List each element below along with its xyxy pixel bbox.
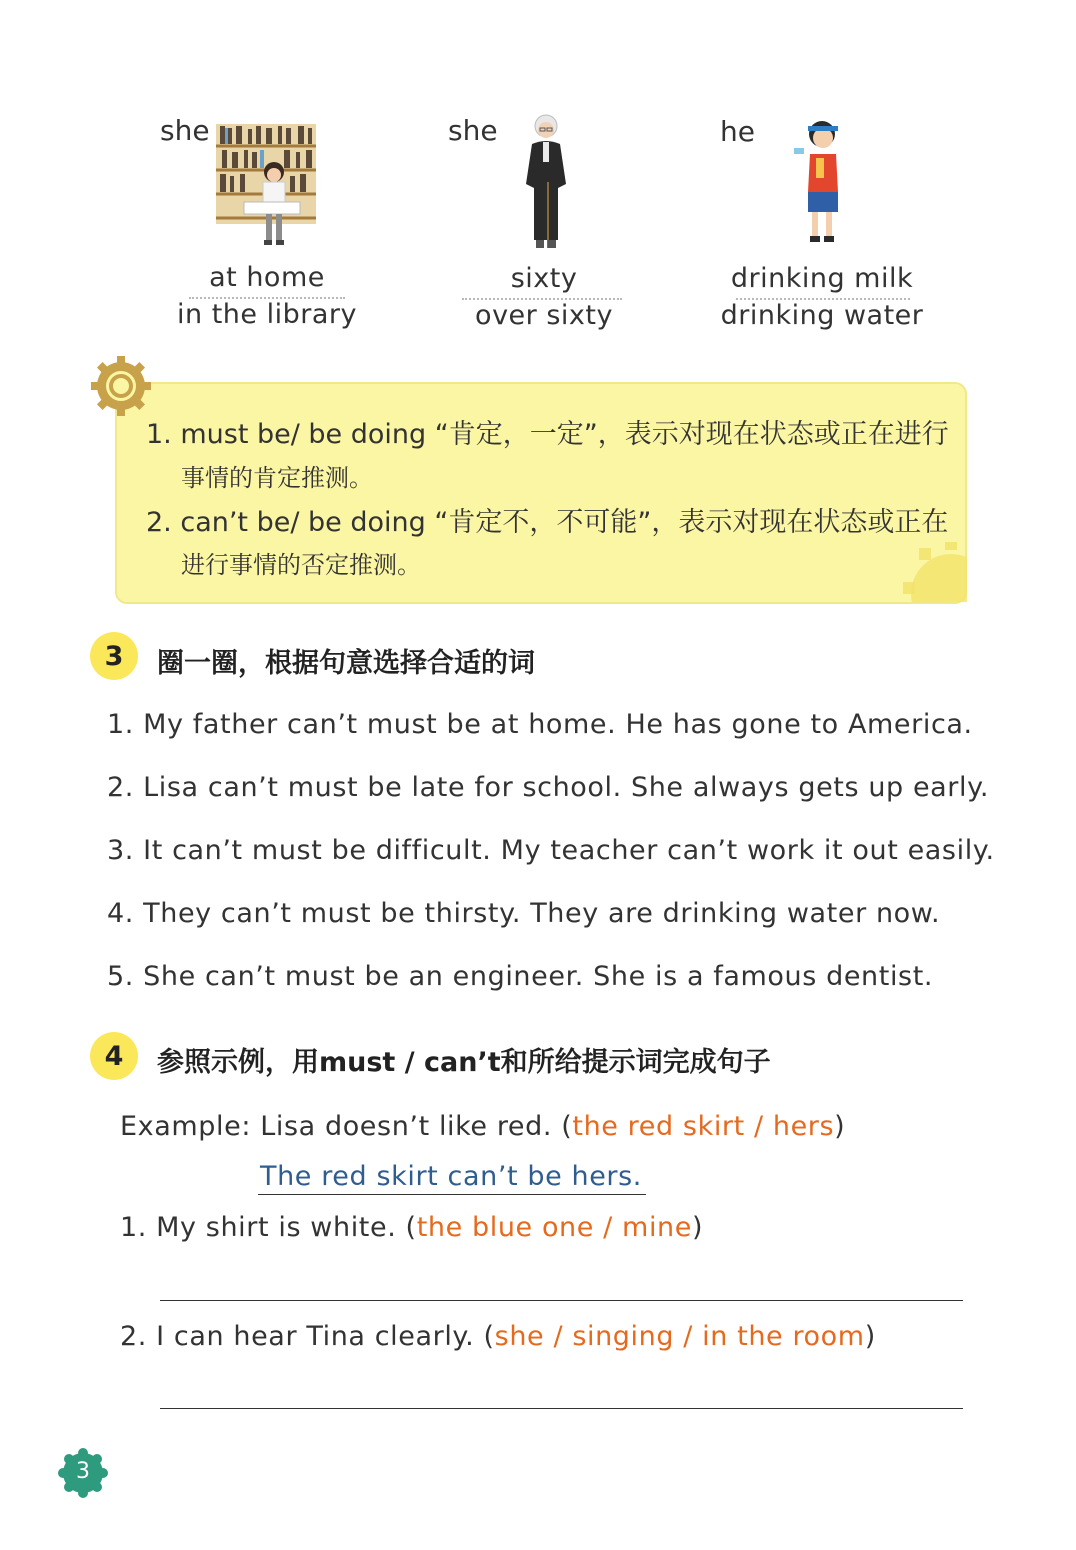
circle-question[interactable]: 3. It can’t must be difficult. My teacher can’t work it out easily. [107, 835, 995, 866]
answer-blank-line[interactable] [160, 1408, 963, 1409]
pronoun-label: she [160, 114, 210, 147]
girl-in-library-picture [214, 120, 318, 250]
exercise-item [120, 1212, 703, 1243]
example-prompt: Example: Lisa doesn’t like red. ( [120, 1111, 573, 1142]
section-number-badge: 3 [90, 632, 138, 680]
boy-drinking-picture [790, 114, 852, 250]
pronoun-label: she [448, 114, 498, 147]
example-sentence [120, 1111, 845, 1142]
gear-decoration-icon [889, 542, 967, 602]
closing-paren: ) [691, 1212, 704, 1243]
closing-paren: ) [864, 1321, 876, 1352]
option-text[interactable]: sixty [510, 263, 578, 294]
old-woman-picture [518, 112, 574, 254]
pronoun-label: he [720, 115, 755, 148]
circle-question[interactable]: 5. She can’t must be an engineer. She is a famous dentist. [107, 961, 934, 992]
example-answer-line [258, 1194, 646, 1195]
option-text[interactable]: at home [209, 262, 325, 293]
gear-icon [89, 354, 153, 418]
exercise-prompt: 1. My shirt is white. ( [120, 1212, 417, 1243]
option-text[interactable]: drinking milk [730, 263, 914, 294]
example-hint: the red skirt / hers [572, 1111, 835, 1142]
answer-blank-line[interactable] [160, 1300, 963, 1301]
closing-paren: ) [834, 1111, 846, 1142]
tip-rule-2: 2. can’t be/ be doing “肯定不，不可能”，表示对现在状态或正在 [146, 507, 949, 538]
option-text[interactable]: in the library [177, 299, 357, 330]
section-title: 参照示例，用must / can’t和所给提示词完成句子 [157, 1047, 771, 1078]
page-number: 3 [76, 1459, 90, 1484]
exercise-hint: the blue one / mine [416, 1212, 692, 1243]
section-title: 圈一圈，根据句意选择合适的词 [157, 648, 535, 679]
exercise-prompt: 2. I can hear Tina clearly. ( [120, 1321, 495, 1352]
exercise-hint: she / singing / in the room [494, 1321, 865, 1352]
section-number-badge: 4 [90, 1032, 138, 1080]
circle-question[interactable]: 4. They can’t must be thirsty. They are drinking water now. [107, 898, 941, 929]
exercise-item [120, 1321, 876, 1352]
tip-rule-1-continued: 事情的肯定推测。 [181, 464, 373, 492]
circle-question[interactable]: 1. My father can’t must be at home. He has gone to America. [107, 709, 973, 740]
tip-rule-2-continued: 进行事情的否定推测。 [181, 551, 421, 579]
example-answer: The red skirt can’t be hers. [260, 1161, 642, 1192]
tip-rule-1: 1. must be/ be doing “肯定，一定”，表示对现在状态或正在进行 [146, 419, 949, 450]
option-text[interactable]: drinking water [720, 300, 924, 331]
circle-question[interactable]: 2. Lisa can’t must be late for school. She always gets up early. [107, 772, 990, 803]
option-text[interactable]: over sixty [475, 300, 613, 331]
page-number-badge [58, 1448, 108, 1498]
